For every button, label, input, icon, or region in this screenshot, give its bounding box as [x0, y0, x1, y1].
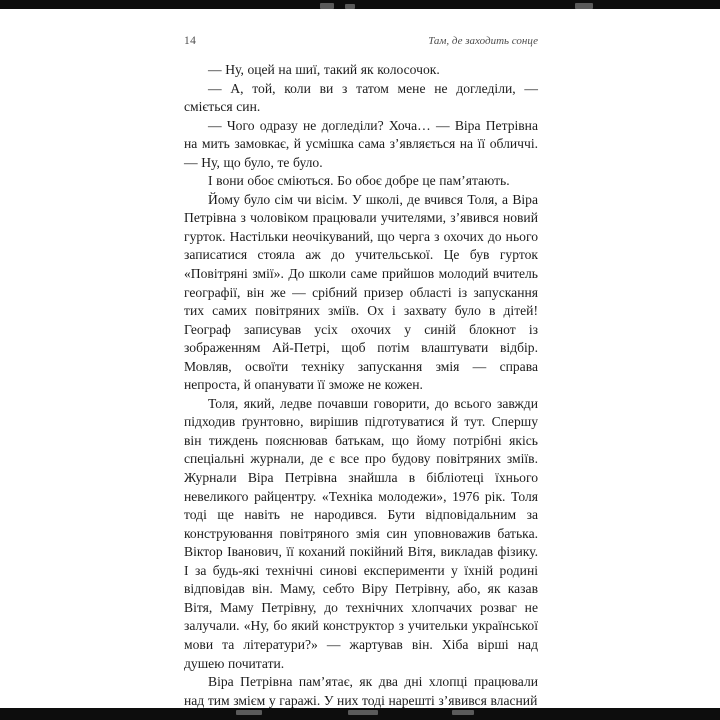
page-number: 14 — [184, 35, 197, 47]
paragraph: Толя, який, ледве почавши говорити, до всього завжди підходив ґрунтовно, вирішив підготуватися й тут. Спершу він тиждень пояснював батькам, що йому потрібні якісь спеціальні журнали, де є все про будову повітряних зміїв. Журнали Віра Петрівна знайшла в бібліотеці їхнього невеликого райцентру. «Техніка молодежи», 1976 рік. Толя тоді ще навіть не народився. Бути відповідальним за конструювання повітряного змія син уповноважив батька. Віктор Іванович, її коханий покійний Вітя, викладав фізику. І за будь-які технічні синові експерименти у їхній родині відповідав він. Маму, себто Віру Петрівну, або, як казав Вітя, Маму Петрівну, до технічних хлопчачих розваг не залучали. «Ну, бо який конструктор з учительки української мови та літератури?» — жартував він. Хіба вірші над душею почитати. — [184, 395, 538, 671]
paragraph: Йому було сім чи вісім. У школі, де вчився Толя, а Віра Петрівна з чоловіком працювали учителями, з’явився новий гурток. Настільки неочікуваний, що черга з охочих до нього записатися стояла аж до учительської. Це був гурток «Повітряні змії». До школи саме прийшов молодий вчитель географії, він же — срібний призер області із запускання тих самих повітряних зміїв. Ох і захвату було в дітей! Географ записував усіх охочих у синій блокнот із зображенням Ай-Петрі, щоб потім влаштувати відбір. Мовляв, освоїти техніку запускання змія — справа непроста, й опанувати її зможе не кожен. — [184, 191, 538, 393]
paragraph: — Чого одразу не догледіли? Хоча… — Віра Петрівна на мить замовкає, й усмішка сама з’являється на її обличчі. — Ну, що було, те було. — [184, 117, 538, 170]
bottom-toolbar-cropped[interactable] — [0, 708, 720, 720]
page-header — [184, 34, 538, 48]
toolbar-icon — [452, 710, 474, 715]
paragraph: Віра Петрівна пам’ятає, як два дні хлопці працювали над тим змієм у гаражі. У них тоді нарешті з’явився власний — [184, 674, 538, 708]
page-text — [184, 61, 538, 710]
toolbar-icon — [575, 3, 593, 9]
book-page — [184, 0, 538, 720]
paragraph: — А, той, коли ви з татом мене не догледіли, — сміється син. — [184, 80, 538, 115]
paragraph: І вони обоє сміються. Бо обоє добре це пам’ятають. — [208, 173, 510, 189]
paragraph: — Ну, оцей на шиї, такий як колосочок. — [208, 62, 440, 77]
running-title: Там, де заходить сонце — [428, 35, 538, 47]
toolbar-icon — [348, 710, 378, 715]
toolbar-icon — [236, 710, 262, 715]
